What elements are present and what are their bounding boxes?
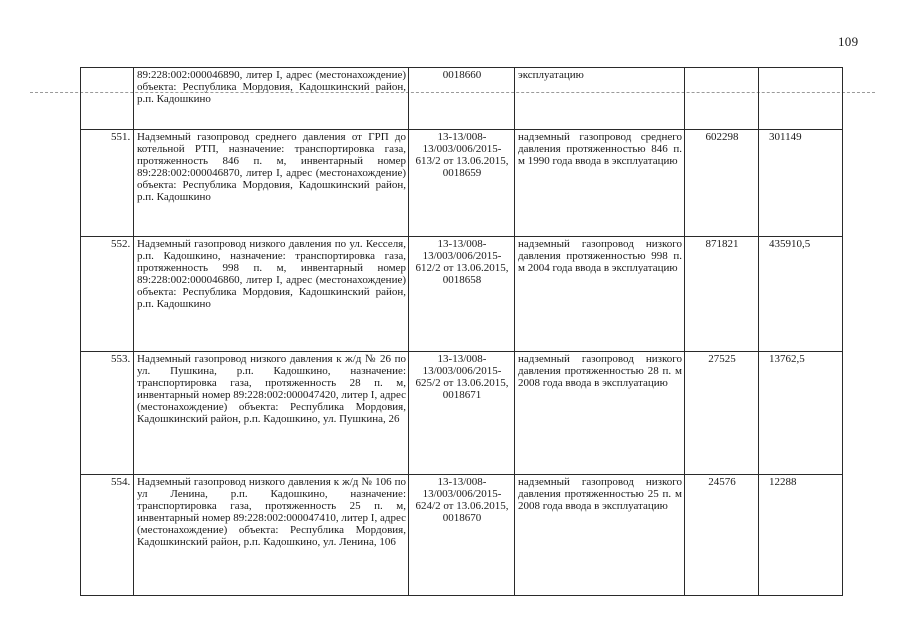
table-row	[81, 352, 843, 475]
registration-record: 13-13/008-13/003/006/2015-625/2 от 13.06.2015, 0018671	[409, 352, 515, 475]
residual-value: 13762,5	[759, 352, 843, 475]
object-description: Надземный газопровод низкого давления к ж/д № 106 по ул Ленина, р.п. Кадошкино, назначение: транспортировка газа, протяженность 25 п. м, инвентарный номер 89:228:002:000047410, литер I, адрес (местонахождение) объекта: Республика Мордовия, Кадошкинский район, р.п. Кадошкино, ул. Ленина, 106	[134, 475, 409, 596]
object-characteristics: надземный газопровод среднего давления протяженностью 846 п. м 1990 года ввода в эксплуатацию	[515, 130, 685, 237]
registration-record: 13-13/008-13/003/006/2015-613/2 от 13.06.2015, 0018659	[409, 130, 515, 237]
book-value: 24576	[685, 475, 759, 596]
object-characteristics: надземный газопровод низкого давления протяженностью 998 п. м 2004 года ввода в эксплуатацию	[515, 237, 685, 352]
residual-value: 435910,5	[759, 237, 843, 352]
object-description: 89:228:002:000046890, литер I, адрес (местонахождение) объекта: Республика Мордовия, Кадошкинский район, р.п. Кадошкино	[134, 68, 409, 130]
registration-record: 13-13/008-13/003/006/2015-612/2 от 13.06.2015, 0018658	[409, 237, 515, 352]
table-row	[81, 130, 843, 237]
residual-value	[759, 68, 843, 130]
book-value: 27525	[685, 352, 759, 475]
row-number: 551.	[81, 130, 134, 237]
object-description: Надземный газопровод низкого давления к ж/д № 26 по ул. Пушкина, р.п. Кадошкино, назначение: транспортировка газа, протяженность 28 п. м, инвентарный номер 89:228:002:000047420, литер I, адрес (местонахождение) объекта: Республика Мордовия, Кадошкинский район, р.п. Кадошкино, ул. Пушкина, 26	[134, 352, 409, 475]
object-characteristics: надземный газопровод низкого давления протяженностью 25 п. м 2008 года ввода в эксплуатацию	[515, 475, 685, 596]
page-number: 109	[838, 34, 859, 49]
registration-record: 0018660	[409, 68, 515, 130]
object-description: Надземный газопровод среднего давления от ГРП до котельной РТП, назначение: транспортировка газа, протяженность 846 п. м, инвентарный номер 89:228:002:000046870, литер I, адрес (местонахождение) объекта: Республика Мордовия, Кадошкинский район, р.п. Кадошкино	[134, 130, 409, 237]
row-number: 552.	[81, 237, 134, 352]
book-value: 602298	[685, 130, 759, 237]
table-row	[81, 475, 843, 596]
table-row	[81, 237, 843, 352]
object-characteristics: эксплуатацию	[515, 68, 685, 130]
row-number	[81, 68, 134, 130]
registration-record: 13-13/008-13/003/006/2015-624/2 от 13.06.2015, 0018670	[409, 475, 515, 596]
table-row	[81, 68, 843, 130]
row-number: 553.	[81, 352, 134, 475]
object-characteristics: надземный газопровод низкого давления протяженностью 28 п. м 2008 года ввода в эксплуатацию	[515, 352, 685, 475]
row-number: 554.	[81, 475, 134, 596]
property-registry-table	[80, 67, 843, 596]
residual-value: 301149	[759, 130, 843, 237]
residual-value: 12288	[759, 475, 843, 596]
book-value	[685, 68, 759, 130]
object-description: Надземный газопровод низкого давления по ул. Кесселя, р.п. Кадошкино, назначение: транспортировка газа, протяженность 998 п. м, инвентарный номер 89:228:002:000046860, литер I, адрес (местонахождение) объекта: Республика Мордовия, Кадошкинский район, р.п. Кадошкино	[134, 237, 409, 352]
book-value: 871821	[685, 237, 759, 352]
